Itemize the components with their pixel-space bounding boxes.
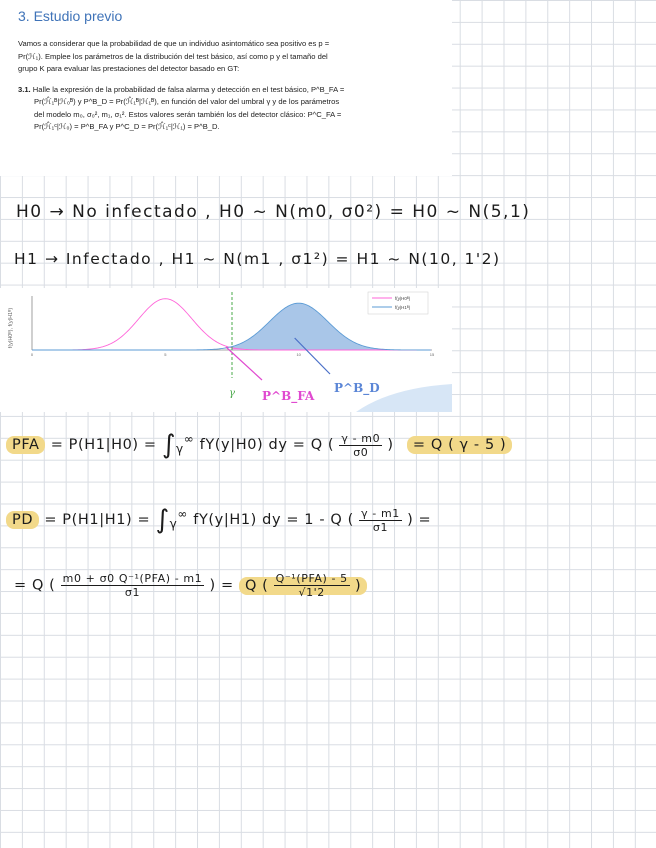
- intro-paragraph: [18, 38, 442, 76]
- x-tick-label: 15: [429, 352, 435, 357]
- integral-sign: ∫: [161, 430, 176, 460]
- printed-statement: [0, 0, 452, 176]
- pd-equation: PD = $P(H1|H1) = \int_\gamma^\infty$ fY(y|H1) dy = 1 - Q ( $\frac{\gamma - m1}{\sigma 1}$ ) =: [6, 505, 431, 535]
- integral-sign: ∫: [155, 505, 170, 535]
- section-title: 3. Estudio previo: [18, 8, 123, 24]
- handwritten-h1-line: H1 → Infectado , H1 ~ N(m1 , σ1²) = H1 ~ N(10, 1'2): [14, 250, 501, 268]
- density-chart-svg: [0, 288, 452, 412]
- x-tick-label: 0: [30, 352, 34, 357]
- legend-label: f(y|H0ᴮ): [395, 296, 411, 301]
- x-tick-label: 5: [164, 352, 167, 357]
- pd-expansion-fraction: $\frac{\text{m0 + σ0 Q⁻¹(PFA) - m1}}{\sigma 1}$: [62, 572, 203, 599]
- pd-label-highlight: PD: [6, 511, 39, 529]
- question-line: del modelo m₀, σ₀², m₁, σ₁². Estos valores serán también los del detector clásico: P^C_FA =: [34, 109, 342, 119]
- intro-line: Pr(ℋ₁). Emplee los parámetros de la distribución del test básico, así como p y el tamaño del: [18, 51, 328, 61]
- intro-line: Vamos a considerar que la probabilidad de que un individuo asintomático sea positivo es p =: [18, 39, 330, 48]
- handwritten-h0-line: H0 → No infectado , H0 ~ N(m0, σ0²) = H0 ~ N(5,1): [16, 202, 531, 222]
- pfa-result-highlight: = Q ( γ - 5 ): [407, 436, 512, 454]
- question-line: 3.1. Halle la expresión de la probabilidad de falsa alarma y detección en el test básico, P^B_FA =: [18, 84, 345, 94]
- pd-fraction: $\frac{\gamma - m1}{\sigma 1}$: [361, 506, 400, 534]
- pd-expansion-equation: = Q ( $\frac{\text{m0 + σ0 Q⁻¹(PFA) - m1}}{\sigma 1}$ ) = Q ( $\frac{\text{Q⁻¹(PFA) - 5}}{√1'2}$ ): [14, 572, 367, 599]
- y-axis-label: f(y|H0ᴮ), f(y|H1ᴮ): [8, 307, 14, 349]
- pd-result-fraction: $\frac{\text{Q⁻¹(PFA) - 5}}{√1'2}$: [275, 572, 348, 599]
- pfa-arrow: [226, 347, 262, 380]
- pfa-fraction: $\frac{\gamma - m0}{\sigma 0}$: [341, 431, 381, 459]
- pd-result-highlight: Q ( $\frac{\text{Q⁻¹(PFA) - 5}}{√1'2}$ ): [239, 577, 367, 595]
- x-tick-label: 10: [296, 352, 301, 357]
- pfa-annotation: P^B_FA: [262, 389, 315, 403]
- question-line: Pr(ℋ̂₁ᶜ|ℋ₀) = P^B_FA y P^C_D = Pr(ℋ̂₁ᶜ|ℋ₁) = P^B_D.: [34, 122, 220, 131]
- gamma-annotation: γ: [229, 388, 235, 399]
- question-3-1: [18, 84, 442, 134]
- question-line: Pr(ℋ̂₁ᴮ|ℋ₀ᴮ) y P^B_D = Pr(ℋ̂₁ᴮ|ℋ₁ᴮ), en función del valor del umbral γ y de los parámetros: [34, 97, 340, 106]
- question-number: 3.1.: [18, 84, 31, 94]
- intro-line: grupo K para evaluar las prestaciones del detector basado en GT:: [18, 64, 240, 73]
- pd-annotation: P^B_D: [334, 381, 380, 395]
- pfa-label-highlight: PFA: [6, 436, 45, 454]
- legend-label: f(y|H1ᴮ): [395, 305, 411, 310]
- pfa-equation: PFA = $P(H1|H0) = \int_\gamma^\infty$ fY(y|H0) dy = Q ( $\frac{\gamma - m0}{\sigma 0}$ ) = Q ( γ - 5 ): [6, 430, 512, 460]
- density-plot: [0, 288, 452, 412]
